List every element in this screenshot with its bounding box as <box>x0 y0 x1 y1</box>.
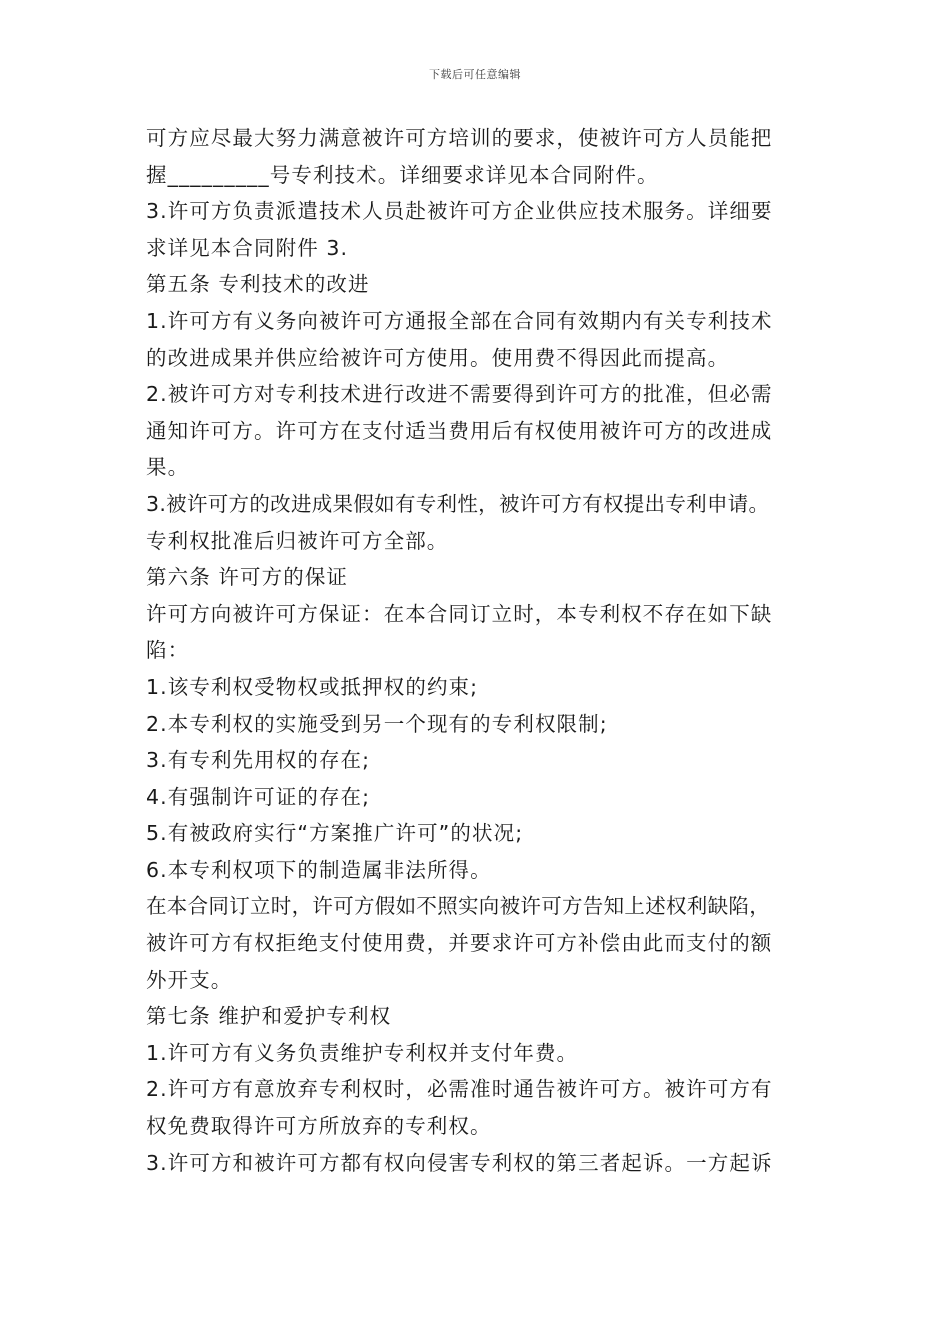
list-item: 3.有专利先用权的存在; <box>146 748 371 773</box>
text-line: 1.许可方有义务负责维护专利权并支付年费。 <box>146 1040 579 1065</box>
text-line: 被许可方有权拒绝支付使用费，并要求许可方补偿由此而支付的额 <box>146 931 773 956</box>
list-item: 2.本专利权的实施受到另一个现有的专利权限制; <box>146 711 608 736</box>
text-line: 2.许可方有意放弃专利权时，必需准时通告被许可方。被许可方有 <box>146 1077 773 1102</box>
text-line: 可方应尽最大努力满意被许可方培训的要求，使被许可方人员能把 <box>146 126 773 150</box>
contract-body <box>146 120 816 1181</box>
list-item: 6.本专利权项下的制造属非法所得。 <box>146 857 492 882</box>
text-line: 果。 <box>146 455 190 480</box>
text-line: 3.被许可方的改进成果假如有专利性，被许可方有权提出专利申请。 <box>146 491 770 516</box>
text-line: 1.许可方有义务向被许可方通报全部在合同有效期内有关专利技术 <box>146 308 773 333</box>
section-heading: 第六条 许可方的保证 <box>146 565 349 590</box>
list-item: 4.有强制许可证的存在; <box>146 784 371 809</box>
text-line: 许可方向被许可方保证：在本合同订立时，本专利权不存在如下缺 <box>146 601 773 626</box>
section-heading: 第五条 专利技术的改进 <box>146 272 370 297</box>
page-header-note: 下载后可任意编辑 <box>429 68 521 81</box>
text-line: 3.许可方和被许可方都有权向侵害专利权的第三者起诉。一方起诉 <box>146 1150 773 1175</box>
text-line: 3.许可方负责派遣技术人员赴被许可方企业供应技术服务。详细要 <box>146 199 773 224</box>
text-line: 求详见本合同附件 3. <box>146 235 349 260</box>
text-line: 陷： <box>146 638 190 663</box>
text-line: 外开支。 <box>146 967 233 992</box>
list-item: 1.该专利权受物权或抵押权的约束; <box>146 674 479 699</box>
text-line: 专利权批准后归被许可方全部。 <box>146 528 449 553</box>
list-item: 5.有被政府实行“方案推广许可”的状况; <box>146 821 524 846</box>
text-line: 握_________号专利技术。详细要求详见本合同附件。 <box>146 162 659 187</box>
text-line: 2.被许可方对专利技术进行改进不需要得到许可方的批准，但必需 <box>146 382 773 407</box>
text-line: 的改进成果并供应给被许可方使用。使用费不得因此而提高。 <box>146 345 730 370</box>
text-line: 通知许可方。许可方在支付适当费用后有权使用被许可方的改进成 <box>146 418 773 443</box>
text-line: 权免费取得许可方所放弃的专利权。 <box>146 1114 492 1139</box>
section-heading: 第七条 维护和爱护专利权 <box>146 1004 392 1029</box>
text-line: 在本合同订立时，许可方假如不照实向被许可方告知上述权利缺陷， <box>146 894 770 919</box>
